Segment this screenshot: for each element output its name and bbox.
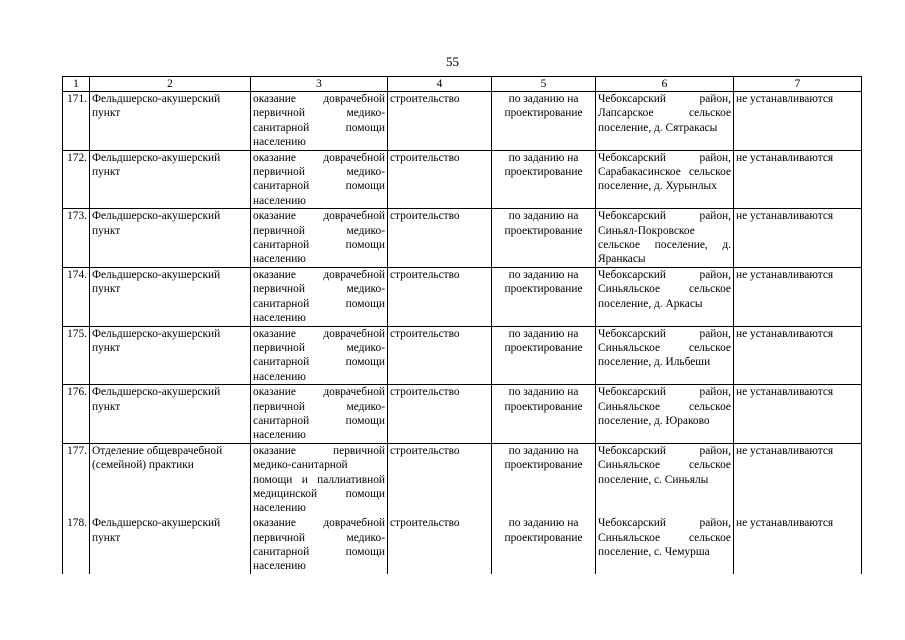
row-number: 174. [63, 267, 90, 326]
zones: не устанавливаются [734, 385, 862, 444]
row-number: 176. [63, 385, 90, 444]
term: по заданию на проектирование [492, 516, 596, 574]
row-number: 178. [63, 516, 90, 574]
column-header-7: 7 [734, 77, 862, 92]
table-row [63, 92, 862, 151]
table-row [63, 326, 862, 385]
zones: не устанавливаются [734, 326, 862, 385]
location: Чебоксарский район, Синьяльское сельское поселение, д. Ильбеши [596, 326, 734, 385]
table-row [63, 516, 862, 574]
object-purpose: оказание первичной медико-санитарной помощи и паллиативной медицинской помощи населению [251, 443, 388, 516]
activity-kind: строительство [388, 150, 492, 209]
object-name: Фельдшерско-акушерский пункт [90, 385, 251, 444]
location: Чебоксарский район, Синьяльское сельское поселение, д. Юраково [596, 385, 734, 444]
activity-kind: строительство [388, 443, 492, 516]
object-purpose: оказание доврачебной первичной медико-санитарной помощи населению [251, 150, 388, 209]
page-number: 55 [446, 54, 459, 69]
activity-kind: строительство [388, 516, 492, 574]
object-name: Отделение общеврачебной (семейной) практики [90, 443, 251, 516]
column-header-5: 5 [492, 77, 596, 92]
zones: не устанавливаются [734, 267, 862, 326]
term: по заданию на проектирование [492, 385, 596, 444]
objects-table [62, 76, 862, 574]
table-row [63, 209, 862, 268]
location: Чебоксарский район, Лапсарское сельское поселение, д. Сятракасы [596, 92, 734, 151]
zones: не устанавливаются [734, 92, 862, 151]
object-name: Фельдшерско-акушерский пункт [90, 267, 251, 326]
location: Чебоксарский район, Синьяльское сельское поселение, с. Чемурша [596, 516, 734, 574]
column-header-2: 2 [90, 77, 251, 92]
object-purpose: оказание доврачебной первичной медико-санитарной помощи населению [251, 267, 388, 326]
zones: не устанавливаются [734, 443, 862, 516]
activity-kind: строительство [388, 92, 492, 151]
zones: не устанавливаются [734, 150, 862, 209]
object-purpose: оказание доврачебной первичной медико-санитарной помощи населению [251, 516, 388, 574]
table-header-row [63, 77, 862, 92]
column-header-4: 4 [388, 77, 492, 92]
location: Чебоксарский район, Синьяльское сельское поселение, с. Синьялы [596, 443, 734, 516]
row-number: 171. [63, 92, 90, 151]
object-purpose: оказание доврачебной первичной медико-санитарной помощи населению [251, 385, 388, 444]
term: по заданию на проектирование [492, 92, 596, 151]
object-name: Фельдшерско-акушерский пункт [90, 326, 251, 385]
zones: не устанавливаются [734, 516, 862, 574]
activity-kind: строительство [388, 267, 492, 326]
zones: не устанавливаются [734, 209, 862, 268]
location: Чебоксарский район, Синьяльское сельское поселение, д. Аркасы [596, 267, 734, 326]
term: по заданию на проектирование [492, 267, 596, 326]
table-row [63, 443, 862, 516]
term: по заданию на проектирование [492, 443, 596, 516]
row-number: 173. [63, 209, 90, 268]
object-name: Фельдшерско-акушерский пункт [90, 150, 251, 209]
row-number: 177. [63, 443, 90, 516]
column-header-6: 6 [596, 77, 734, 92]
row-number: 175. [63, 326, 90, 385]
object-purpose: оказание доврачебной первичной медико-санитарной помощи населению [251, 92, 388, 151]
object-name: Фельдшерско-акушерский пункт [90, 209, 251, 268]
object-name: Фельдшерско-акушерский пункт [90, 516, 251, 574]
column-header-3: 3 [251, 77, 388, 92]
activity-kind: строительство [388, 385, 492, 444]
activity-kind: строительство [388, 326, 492, 385]
term: по заданию на проектирование [492, 209, 596, 268]
object-purpose: оказание доврачебной первичной медико-санитарной помощи населению [251, 209, 388, 268]
location: Чебоксарский район, Сарабакасинское сельское поселение, д. Хурынлых [596, 150, 734, 209]
object-purpose: оказание доврачебной первичной медико-санитарной помощи населению [251, 326, 388, 385]
object-name: Фельдшерско-акушерский пункт [90, 92, 251, 151]
activity-kind: строительство [388, 209, 492, 268]
term: по заданию на проектирование [492, 326, 596, 385]
location: Чебоксарский район, Синьял-Покровское сельское поселение, д. Яранкасы [596, 209, 734, 268]
table-row [63, 385, 862, 444]
table-row [63, 150, 862, 209]
term: по заданию на проектирование [492, 150, 596, 209]
row-number: 172. [63, 150, 90, 209]
column-header-1: 1 [63, 77, 90, 92]
table-row [63, 267, 862, 326]
